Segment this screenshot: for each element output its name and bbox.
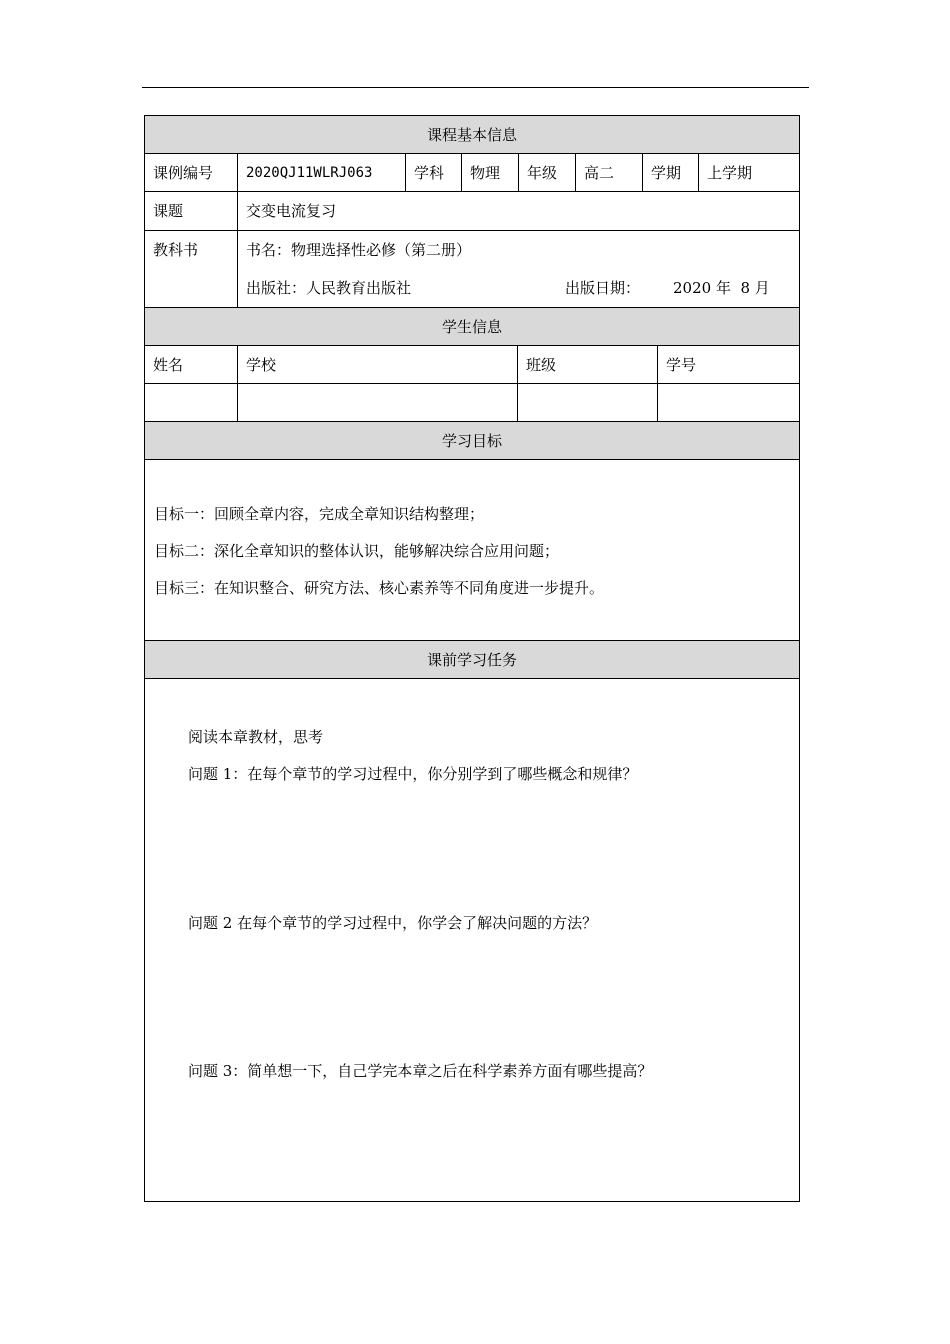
- goal-item: 目标二：深化全章知识的整体认识，能够解决综合应用问题；: [154, 542, 560, 560]
- course-code-value: 2020QJ11WLRJ063: [238, 154, 406, 191]
- student-info-header: [145, 308, 799, 346]
- school-field[interactable]: [238, 384, 518, 421]
- lesson-sheet: [144, 115, 800, 1202]
- subject-label: 学科: [406, 154, 462, 191]
- publisher: 出版社：人民教育出版社: [246, 279, 412, 297]
- term-value: 上学期: [707, 164, 753, 182]
- grade-value: 高二: [576, 154, 643, 191]
- topic-value: 交变电流复习: [246, 202, 337, 220]
- textbook-row: [145, 231, 799, 308]
- goals-header: [145, 422, 799, 460]
- name-field[interactable]: [145, 384, 238, 421]
- student-id-field[interactable]: [658, 384, 799, 421]
- tasks-body: [145, 679, 799, 1201]
- goals-body: [145, 460, 799, 641]
- name-label: 姓名: [145, 346, 238, 383]
- student-id-label: 学号: [666, 356, 697, 374]
- class-field[interactable]: [518, 384, 658, 421]
- grade-label: 年级: [519, 154, 576, 191]
- textbook-details: [238, 231, 799, 307]
- subject-value: 物理: [462, 154, 519, 191]
- book-name: 书名：物理选择性必修（第二册）: [246, 241, 472, 259]
- topic-label: 课题: [145, 192, 238, 230]
- question-item: 问题 2 在每个章节的学习过程中，你学会了解决问题的方法？: [188, 914, 598, 932]
- course-code-row: [145, 154, 799, 192]
- publish-date: 2020 年 8 月: [673, 279, 770, 297]
- school-label: 学校: [238, 346, 518, 383]
- topic-row: [145, 192, 799, 231]
- goal-item: 目标三：在知识整合、研究方法、核心素养等不同角度进一步提升。: [154, 579, 605, 597]
- class-label: 班级: [518, 346, 658, 383]
- tasks-header: [145, 641, 799, 679]
- term-label: 学期: [643, 154, 699, 191]
- publish-date-label: 出版日期：: [565, 279, 641, 297]
- question-item: 问题 3：简单想一下，自己学完本章之后在科学素养方面有哪些提高？: [188, 1062, 653, 1080]
- question-item: 问题 1：在每个章节的学习过程中，你分别学到了哪些概念和规律？: [188, 765, 638, 783]
- student-info-title: 学生信息: [441, 318, 502, 336]
- textbook-label: 教科书: [145, 231, 238, 307]
- course-info-header: [145, 116, 799, 154]
- student-entry-row: [145, 384, 799, 422]
- student-labels-row: [145, 346, 799, 384]
- tasks-intro: 阅读本章教材，思考: [188, 728, 324, 746]
- top-rule: [142, 87, 809, 88]
- course-info-title: 课程基本信息: [426, 126, 517, 144]
- goal-item: 目标一：回顾全章内容，完成全章知识结构整理；: [154, 505, 485, 523]
- goals-title: 学习目标: [441, 432, 502, 450]
- course-code-label: 课例编号: [145, 154, 238, 191]
- tasks-title: 课前学习任务: [426, 651, 517, 669]
